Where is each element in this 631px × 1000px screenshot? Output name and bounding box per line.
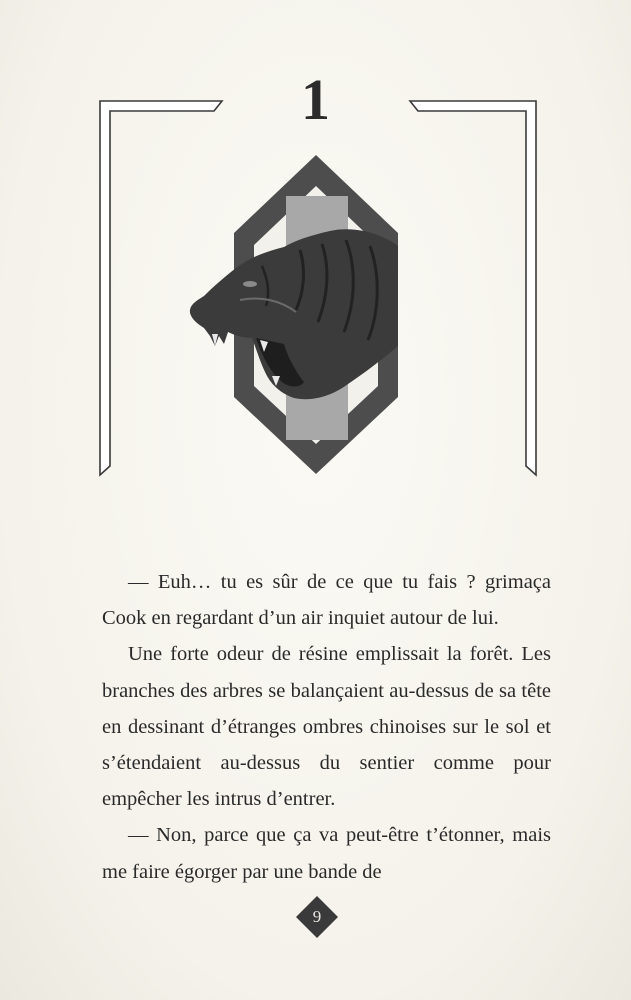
chapter-number: 1 — [301, 67, 330, 132]
page-number: 9 — [312, 907, 322, 926]
chapter-text — [102, 564, 551, 890]
paragraph: — Non, parce que ça va peut-être t’étonner, mais me faire égorger par une bande de — [102, 824, 551, 883]
paragraph: Une forte odeur de résine emplissait la forêt. Les branches des arbres se balançaient au-dessus de sa tête en dessinant d’étranges ombres chinoises sur le sol et s’étendaient au-dessus du sentier comme pour empêcher les intrus d’entrer. — [102, 643, 551, 811]
right-bracket — [410, 101, 536, 475]
left-bracket — [100, 101, 222, 475]
tiger-head-emblem-icon — [190, 155, 398, 474]
paragraph: — Euh… tu es sûr de ce que tu fais ? grimaça Cook en regardant d’un air inquiet autour de lui. — [102, 571, 551, 630]
